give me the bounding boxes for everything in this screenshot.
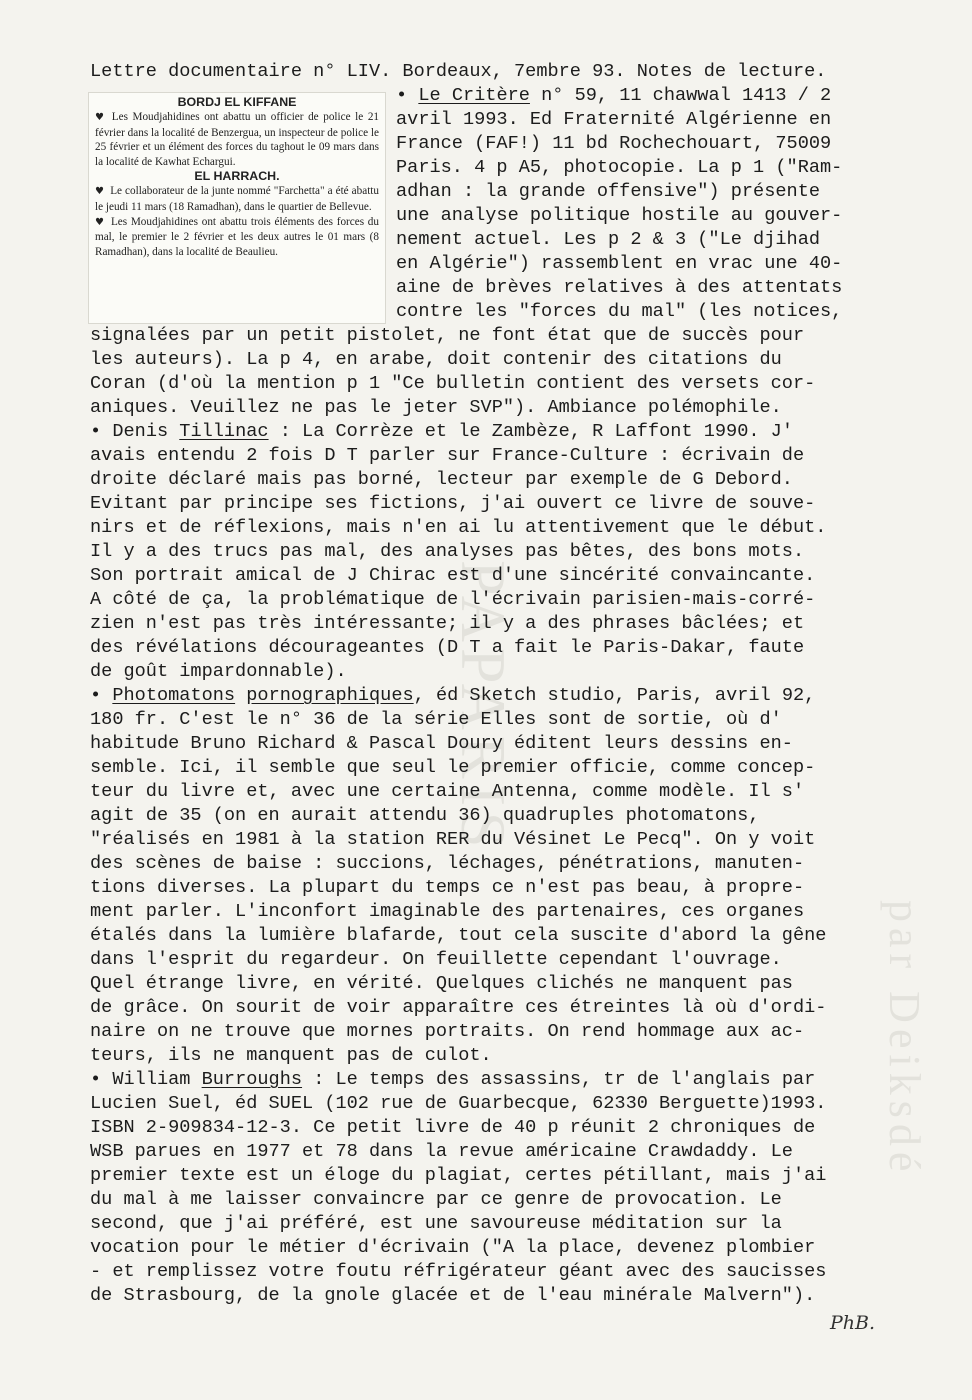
section4-line-10: de Strasbourg, de la gnole glacée et de l'eau minérale Malvern"). (90, 1285, 816, 1306)
author-burroughs: Burroughs (201, 1069, 303, 1090)
section2-line-5: nirs et de réflexions, mais n'en ai lu attentivement que le début. (90, 517, 827, 538)
section3-line-15: naire on ne trouve que mornes portraits. On rend hommage aux ac- (90, 1021, 805, 1042)
section3-line-8: des scènes de baise : succions, léchages, pénétrations, manuten- (90, 853, 805, 874)
show-through-text-right: par Deiksdé (880, 900, 929, 1178)
section1-line-10: contre les "forces du mal" (les notices, (396, 301, 843, 322)
clipping-heading-bordj: BORDJ EL KIFFANE (177, 95, 297, 109)
section1-line-2: avril 1993. Ed Fraternité Algérienne en (396, 109, 832, 130)
section2-line-10: des révélations décourageantes (D T a fait le Paris-Dakar, faute (90, 637, 805, 658)
section2-line-4: Evitant par principe ses fictions, j'ai ouvert ce livre de souve- (90, 493, 816, 514)
section4-line-5: premier texte est un éloge du plagiat, certes pétillant, mais j'ai (90, 1165, 827, 1186)
section3-line-14: de grâce. On sourit de voir apparaître ces étreintes là où d'ordi- (90, 997, 827, 1018)
section2-line-6: Il y a des trucs pas mal, des analyses pas bêtes, des bons mots. (90, 541, 805, 562)
section3-line-5: teur du livre et, avec une certaine Antenna, comme modèle. Il s' (90, 781, 805, 802)
bullet-icon: • (90, 1069, 102, 1090)
section2-line-11: de goût impardonnable). (90, 661, 347, 682)
section2-line-3: droite déclaré mais pas borné, lecteur par exemple de G Debord. (90, 469, 793, 490)
author-tillinac: Tillinac (179, 421, 269, 442)
section4-line-7: second, que j'ai préféré, est une savoureuse méditation sur la (90, 1213, 782, 1234)
section3-line-3: habitude Bruno Richard & Pascal Doury éditent leurs dessins en- (90, 733, 793, 754)
section2-line-8: A côté de ça, la problématique de l'écrivain parisien-mais-corré- (90, 589, 816, 610)
section2-line-7: Son portrait amical de J Chirac est d'une sincérité convaincante. (90, 565, 816, 586)
section3-line-13: Quel étrange livre, en vérité. Quelques clichés ne manquent pas (90, 973, 793, 994)
section1-line-11: signalées par un petit pistolet, ne font état que de succès pour (90, 325, 805, 346)
section1-line-4: Paris. 4 p A5, photocopie. La p 1 ("Ram- (396, 157, 843, 178)
section1-line-1: • Le Critère n° 59, 11 chawwal 1413 / 2 (396, 85, 832, 106)
section4-line-2: Lucien Suel, éd SUEL (102 rue de Guarbecque, 62330 Berguette)1993. (90, 1093, 827, 1114)
section4-line-3: ISBN 2-909834-12-3. Ce petit livre de 40 p réunit 2 chroniques de (90, 1117, 816, 1138)
section3-line-2: 180 fr. C'est le n° 36 de la série Elles sont de sortie, où d' (90, 709, 782, 730)
section3-line-6: agit de 35 (on en aurait attendu 36) quadruples photomatons, (90, 805, 760, 826)
signature: PhB. (830, 1312, 876, 1334)
section2-line-2: avais entendu 2 fois D T parler sur France-Culture : écrivain de (90, 445, 805, 466)
title-photomatons: Photomatons (112, 685, 236, 706)
section3-line-9: tions diverses. La plupart du temps ce n'est pas beau, à propre- (90, 877, 805, 898)
section3-line-16: teurs, ils ne manquent pas de culot. (90, 1045, 492, 1066)
section2-line-9: zien n'est pas très intéressante; il y a des phrases bâclées; et (90, 613, 805, 634)
section3-line-4: semble. Ici, il semble que seul le premier officie, comme concep- (90, 757, 816, 778)
clipping-paragraph-1: ♥ Les Moudjahidines ont abattu un officier de police le 21 février dans la localité de Benzergua, un inspecteur de police le 25 février et un élément des forces du taghout le 09 mars dans la localité de Kawhat Echargui. (95, 111, 380, 168)
pistol-icon: ♥ (95, 216, 105, 228)
show-through-text: PAPARIS (448, 560, 519, 854)
section4-line-9: - et remplissez votre foutu réfrigérateur géant avec des saucisses (90, 1261, 827, 1282)
section1-line-6: une analyse politique hostile au gouver- (396, 205, 843, 226)
section1-line-3: France (FAF!) 11 bd Rochechouart, 75009 (396, 133, 832, 154)
section1-line-13: Coran (d'où la mention p 1 "Ce bulletin contient des versets cor- (90, 373, 816, 394)
section1-line-5: adhan : la grande offensive") présente (396, 181, 821, 202)
section2-line-1: • Denis Tillinac : La Corrèze et le Zambèze, R Laffont 1990. J' (90, 421, 793, 442)
section3-line-7: "réalisés en 1981 à la station RER du Vésinet Le Pecq". On y voit (90, 829, 816, 850)
clipping-heading-harrach: EL HARRACH. (194, 169, 280, 184)
letter-header: Lettre documentaire n° LIV. Bordeaux, 7embre 93. Notes de lecture. (90, 61, 827, 82)
section1-line-9: aine de brèves relatives à des attentats (396, 277, 843, 298)
section4-line-8: vocation pour le métier d'écrivain ("A la place, devenez plombier (90, 1237, 816, 1258)
section3-line-10: ment parler. L'inconfort imaginable des partenaires, ces organes (90, 901, 805, 922)
newspaper-clipping (88, 92, 386, 324)
section1-line-12: les auteurs). La p 4, en arabe, doit contenir des citations du (90, 349, 782, 370)
clipping-paragraph-3: ♥ Les Moudjahidines ont abattu trois éléments des forces du mal, le premier le 2 février et les deux autres le 01 mars (8 Ramadhan), dans la localité de Beaulieu. (95, 215, 379, 258)
pistol-icon: ♥ (95, 186, 105, 198)
title-le-critere: Le Critère (418, 85, 530, 106)
bullet-icon: • (90, 421, 102, 442)
section1-line-7: nement actuel. Les p 2 & 3 ("Le djihad (396, 229, 821, 250)
pistol-icon: ♥ (95, 112, 106, 123)
clipping-paragraph-2: ♥ Le collaborateur de la junte nommé "Farchetta" a été abattu le jeudi 11 mars (18 Ramadhan), dans le quartier de Bellevue. (95, 185, 380, 213)
section4-line-1: • William Burroughs : Le temps des assassins, tr de l'anglais par (90, 1069, 816, 1090)
section3-line-12: dans l'esprit du regardeur. On feuillette cependant l'ouvrage. (90, 949, 782, 970)
section1-line-14: aniques. Veuillez ne pas le jeter SVP"). Ambiance polémophile. (90, 397, 782, 418)
section4-line-4: WSB parues en 1977 et 78 dans la revue américaine Crawdaddy. Le (90, 1141, 793, 1162)
section4-line-6: du mal à me laisser convaincre par ce genre de provocation. Le (90, 1189, 782, 1210)
bullet-icon: • (396, 85, 408, 106)
section1-line-8: en Algérie") rassemblent en vrac une 40- (396, 253, 843, 274)
bullet-icon: • (90, 685, 102, 706)
section3-line-1: • Photomatons pornographiques, éd Sketch studio, Paris, avril 92, (90, 685, 816, 706)
title-pornographiques: pornographiques (246, 685, 414, 706)
section3-line-11: étalés dans la lumière blafarde, tout cela suscite d'abord la gêne (90, 925, 827, 946)
